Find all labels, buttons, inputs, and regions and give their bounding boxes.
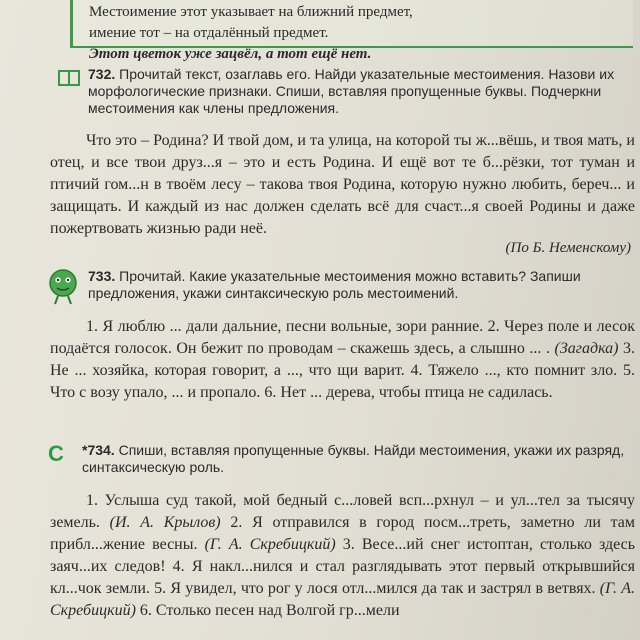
book-icon — [58, 70, 80, 86]
exercise-734-author-1: (И. А. Крылов) — [109, 514, 221, 531]
exercise-734-sentence-1: 1. Услыша суд такой, мой бедный с...ловей всп...рхнул – и ул...тел за тысячу земель. — [50, 492, 635, 531]
exercise-732-body — [50, 130, 635, 257]
exercise-732-source: (По Б. Неменскому) — [505, 240, 631, 256]
exercise-733-text-b: 3. Не ... хозяйка, которая говорит, а ..., что щи варит. 4. Тяжело ..., кто помнит зло. 5. Что с возу упало, ... и пропало. 6. Нет ... дерева, чтобы птица не садилась. — [50, 340, 636, 401]
exercise-732-task-text: Прочитай текст, озаглавь его. Найди указательные местоимения. Назови их морфологические признаки. Спиши, вставляя пропущенные буквы. Подчеркни местоимения как члены предложения. — [88, 66, 615, 116]
exercise-734-author-3: (Г. А. Скребицкий) — [50, 580, 636, 619]
exercise-734-body — [50, 490, 635, 622]
exercise-732-header — [88, 66, 633, 117]
exercise-734-task — [82, 442, 633, 476]
exercise-732-task — [88, 66, 633, 117]
exercise-734-sentence-3: 3. Весе...ий снег истоптан, столько здесь заяч...их следов! 4. Я накл...нился и стал разглядывать этот первый открывшийся кл...чок земли. 5. Я увидел, что рог у лося отл...мился да так и застрял в ветвях. — [50, 536, 636, 597]
exercise-733-number: 733. — [88, 268, 116, 284]
exercise-733-riddle: (Загадка) — [554, 340, 619, 357]
exercise-734-author-2: (Г. А. Скребицкий) — [204, 536, 336, 553]
mascot-icon — [46, 267, 80, 307]
exercise-733-header — [88, 268, 633, 302]
exercise-733-task-text: Прочитай. Какие указательные местоимения можно вставить? Запиши предложения, укажи синтаксическую роль местоимений. — [88, 268, 581, 301]
rule-line-1: Местоимение этот указывает на ближний предмет, — [89, 4, 413, 20]
exercise-733-task — [88, 268, 633, 302]
exercise-734-sentence-2: 2. Я отправился в город посм...треть, заметно ли там прибл...жение весны. — [50, 514, 636, 553]
exercise-734-sentence-4: 6. Столько песен над Волгой гр...мели — [139, 602, 400, 619]
exercise-732-number: 732. — [88, 66, 116, 82]
exercise-733-body — [50, 316, 635, 404]
exercise-734-task-text: Спиши, вставляя пропущенные буквы. Найди местоимения, укажи их разряд, синтаксическую роль. — [82, 442, 625, 475]
rule-box — [70, 0, 633, 62]
exercise-733-text-a: 1. Я люблю ... дали дальние, песни вольные, зори ранние. 2. Через поле и лесок подаётся голосок. Он бежит по проводам – скажешь здесь, а слышно ... . — [50, 318, 635, 357]
level-c-marker: С — [48, 441, 64, 466]
rule-line-2: имение тот – на отдалённый предмет. — [89, 25, 329, 41]
exercise-734-number: *734. — [82, 442, 115, 458]
exercise-733-text — [50, 316, 635, 404]
rule-example: Этот цветок уже зацвёл, а тот ещё нет. — [89, 46, 372, 62]
exercise-734-header — [82, 442, 633, 476]
exercise-734-text — [50, 490, 635, 622]
exercise-732-text: Что это – Родина? И твой дом, и та улица, на которой ты ж...вёшь, и твоя мать, и отец, и все твои друз...я – это и есть Родина. И ещё вот те б...рёзки, тот туман и птичий гом...н в твоём лесу – такова твоя Родина, которую нужно любить, береч... и защищать. И каждый из нас должен сделать всё для счаст...я своей Родины и даже пожертвовать жизнью ради неё. — [50, 132, 635, 237]
